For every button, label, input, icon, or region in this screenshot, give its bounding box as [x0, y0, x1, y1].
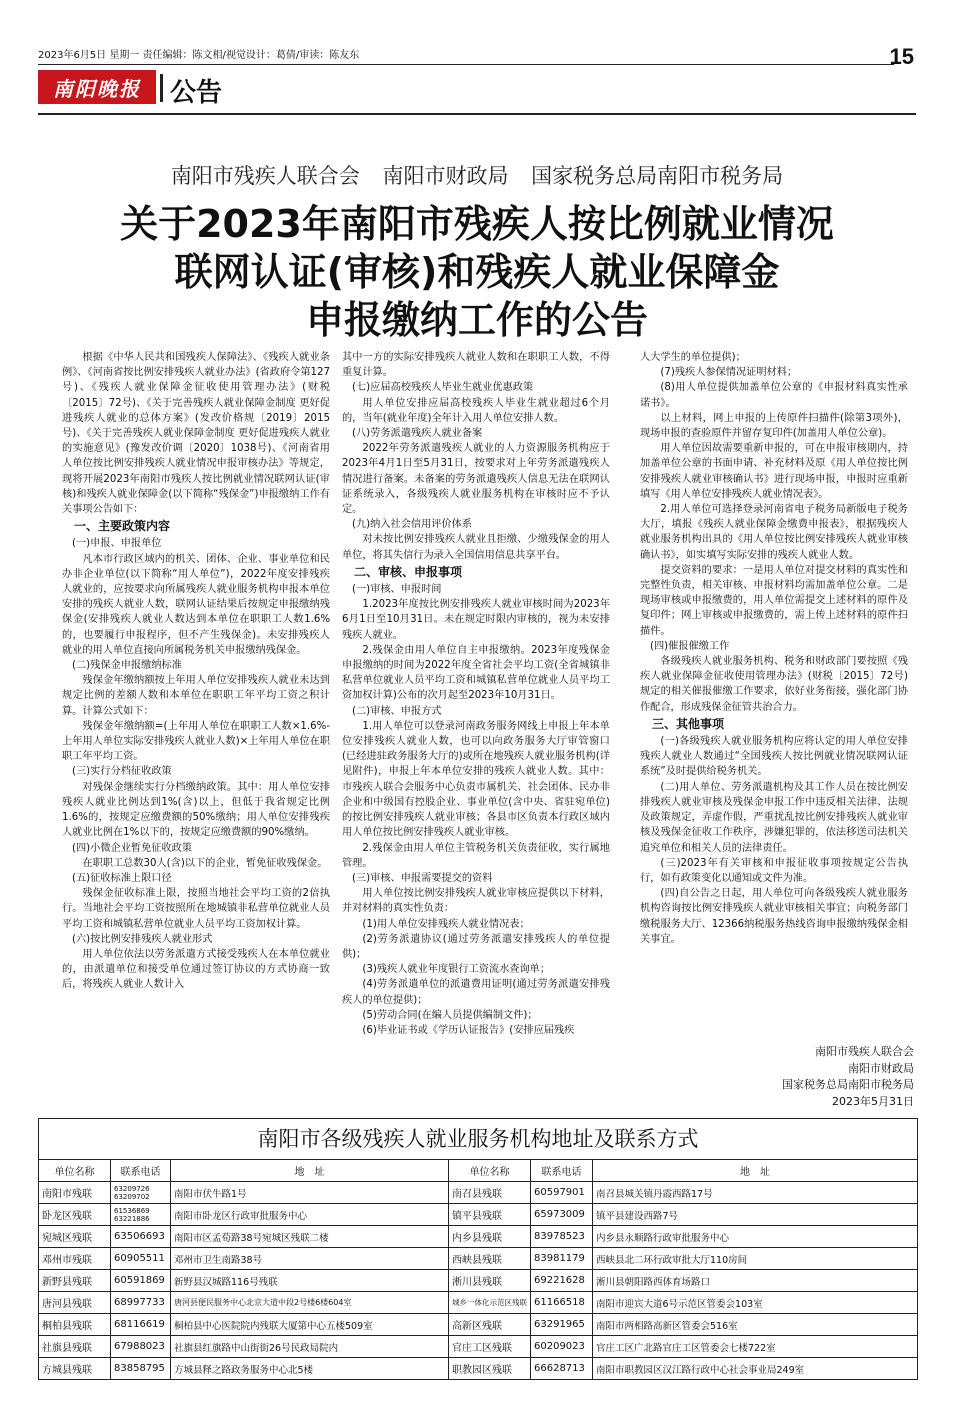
contacts-table-title: 南阳市各级残疾人就业服务机构地址及联系方式 — [38, 1118, 918, 1159]
table-cell: 南阳市职教园区汉江路行政中心社会事业局249室 — [593, 1358, 918, 1380]
table-cell: 邓州市卫生南路38号 — [171, 1248, 449, 1270]
table-cell: 65973009 — [531, 1204, 593, 1226]
table-cell: 城乡一体化示范区残联 — [449, 1292, 531, 1314]
paragraph: 以上材料，网上申报的上传原件扫描件(除第3项外)，现场申报的查验原件并留存复印件(加盖用人单位公章)。 — [640, 412, 908, 440]
article-column-1 — [62, 350, 330, 993]
section-heading: (八)劳务派遣残疾人就业备案 — [352, 428, 483, 440]
table-cell: 60597901 — [531, 1182, 593, 1204]
paragraph: 根据《中华人民共和国残疾人保障法》、《残疾人就业条例》、《河南省按比例安排残疾人就业办法》(省政府令第127号)、《残疾人就业保障金征收使用管理办法》(财税〔2015〕72号)、《关于完善残疾人就业保障金制度 更好促进残疾人就业的总体方案》(发改价格规〔2019〕2015号)、《关于完善残疾人就业保障金制度 更好促进残疾人就业的实施意见》(豫发改价调〔2020〕1038号)、《河南省用人单位按比例安排残疾人就业情况申报审核办法》等规定，现将开展2023年南阳市残疾人按比例就业情况联网认证(审核)和残疾人就业保障金(以下简称“残保金”)申报缴纳工作有关事项公告如下： — [62, 352, 330, 516]
paragraph: 在职职工总数30人(含)以下的企业，暂免征收残保金。 — [82, 857, 328, 869]
table-cell: 职教园区残联 — [449, 1358, 531, 1380]
table-cell: 60591869 — [111, 1270, 171, 1292]
paragraph: (6)毕业证书或《学历认证报告》(安排应届残疾 — [362, 1024, 575, 1036]
table-cell: 桐柏县中心医院院内残联大厦第中心五楼509室 — [171, 1314, 449, 1336]
section-heading: 二、审核、申报事项 — [354, 564, 463, 579]
table-row — [39, 1336, 918, 1358]
table-cell: 社旗县红旗路中山街街26号民政局院内 — [171, 1336, 449, 1358]
column-header: 地 址 — [171, 1160, 449, 1182]
section-heading: (六)按比例安排残疾人就业形式 — [72, 933, 213, 945]
table-cell: 63291965 — [531, 1314, 593, 1336]
signature-block — [782, 1044, 914, 1110]
paragraph: 用人单位依法以劳务派遣方式接受残疾人在本单位就业的，由派遣单位和接受单位通过签订协议的方式协商一致后，将残疾人就业人数计入 — [62, 948, 330, 991]
column-header: 联系电话 — [111, 1160, 171, 1182]
table-cell: 南阳市卧龙区行政审批服务中心 — [171, 1204, 449, 1226]
paragraph: 残保金年缴纳额=(上年用人单位在职职工人数×1.6%-上年用人单位实际安排残疾人就业人数)×上年用人单位在职职工年平均工资。 — [62, 720, 330, 763]
table-cell: 63506693 — [111, 1226, 171, 1248]
paragraph: (4)劳务派遣单位的派遣费用证明(通过劳务派遣安排残疾人的单位提供)； — [342, 979, 610, 1006]
paragraph: (四)自公告之日起，用人单位可向各级残疾人就业服务机构咨询按比例安排残疾人就业审核相关事宜；向税务部门缴税服务大厅、12366纳税服务热线咨询申报缴纳残保金相关事宜。 — [640, 888, 908, 945]
paragraph: (7)残疾人参保情况证明材料； — [660, 367, 798, 379]
paragraph: (8)用人单位提供加盖单位公章的《申报材料真实性承诺书》。 — [640, 382, 908, 409]
paragraph: 提交资料的要求：一是用人单位对提交材料的真实性和完整性负责，相关审核、申报材料均需加盖单位公章。二是现场审核或申报缴费的，用人单位需提交上述材料的原件及复印件；网上审核或申报缴费的，需上传上述材料的原件扫描件。 — [640, 564, 908, 637]
table-cell: 南召县残联 — [449, 1182, 531, 1204]
masthead-info: 2023年6月5日 星期一 责任编辑：陈文相/视觉设计：葛倩/审读：陈友东 — [38, 50, 360, 61]
section-heading: (三)审核、申报需要提交的资料 — [352, 872, 493, 884]
paragraph: 2.残保金由用人单位主管税务机关负责征收，实行属地管理。 — [342, 842, 610, 869]
table-cell: 卧龙区残联 — [39, 1204, 111, 1226]
contacts-table-section — [38, 1118, 918, 1380]
column-header: 联系电话 — [531, 1160, 593, 1182]
signature-line: 南阳市残疾人联合会 — [815, 1045, 914, 1058]
newspaper-logo: 南阳晚报 — [38, 70, 156, 104]
table-cell: 高新区残联 — [449, 1314, 531, 1336]
table-cell: 唐河县残联 — [39, 1292, 111, 1314]
table-cell: 内乡县残联 — [449, 1226, 531, 1248]
table-cell: 69221628 — [531, 1270, 593, 1292]
table-cell: 68116619 — [111, 1314, 171, 1336]
table-cell: 60905511 — [111, 1248, 171, 1270]
table-cell: 新野县残联 — [39, 1270, 111, 1292]
table-cell: 83978523 — [531, 1226, 593, 1248]
paragraph: 用人单位按比例安排残疾人就业审核应提供以下材料，并对材料的真实性负责： — [342, 888, 610, 915]
page-number: 15 — [889, 44, 914, 69]
paragraph: 2.用人单位可选择登录河南省电子税务局新版电子税务大厅，填报《残疾人就业保障金缴费申报表》，根据残疾人就业服务机构出具的《用人单位按比例安排残疾人就业审核确认书》，如实填写实际安排的残疾人就业人数。 — [640, 504, 908, 561]
table-row — [39, 1270, 918, 1292]
paragraph: 用人单位因故需要重新申报的，可在申报审核期内，持加盖单位公章的书面申请、补充材料及原《用人单位按比例安排残疾人就业审核确认书》进行现场申报，申报时应重新填写《用人单位安排残疾人就业情况表》。 — [640, 443, 908, 500]
table-row — [39, 1204, 918, 1226]
table-row — [39, 1358, 918, 1380]
table-row — [39, 1292, 918, 1314]
table-cell: 淅川县朝阳路西体育场路口 — [593, 1270, 918, 1292]
table-cell: 桐柏县残联 — [39, 1314, 111, 1336]
table-cell: 官庄工区残联 — [449, 1336, 531, 1358]
table-cell: 61166518 — [531, 1292, 593, 1314]
paragraph: 1.用人单位可以登录河南政务服务网线上申报上年本单位安排残疾人就业人数，也可以向政务服务大厅审管窗口(已经进驻政务服务大厅的)或所在地残疾人就业服务机构(详见附件)，申报上年本单位安排的残疾人就业人数。其中：市残疾人联合会服务中心负责市属机关、社会团体、民办非企业和中级国有控股企业、事业单位(含中央、省驻宛单位)的按比例安排残疾人就业审核；各县市区负责本行政区域内用人单位按比例安排残疾人就业审核。 — [342, 720, 610, 839]
section-name: 公告 — [170, 78, 223, 108]
section-heading: (九)纳入社会信用评价体系 — [352, 519, 473, 531]
signature-line: 国家税务总局南阳市税务局 — [782, 1078, 914, 1091]
table-cell: 83981179 — [531, 1248, 593, 1270]
paragraph: (一)各级残疾人就业服务机构应将认定的用人单位安排残疾人就业人数通过“全国残疾人按比例就业情况联网认证系统”及时提供给税务机关。 — [640, 736, 908, 778]
paragraph: (5)劳动合同(在编人员提供编制文件)； — [362, 1009, 538, 1021]
section-heading: (三)实行分档征收政策 — [72, 766, 172, 778]
table-cell: 西峡县北二环行政审批大厅110房间 — [593, 1248, 918, 1270]
section-heading: 三、其他事项 — [652, 716, 725, 731]
paragraph: 人大学生的单位提供)； — [640, 352, 746, 363]
table-cell: 宛城区残联 — [39, 1226, 111, 1248]
table-cell: 内乡县永顺路行政审批服务中心 — [593, 1226, 918, 1248]
table-cell: 淅川县残联 — [449, 1270, 531, 1292]
table-cell: 官庄工区广北路官庄工区管委会七楼722室 — [593, 1336, 918, 1358]
section-heading: (二)残保金申报缴纳标准 — [72, 660, 182, 672]
header-rule — [38, 113, 916, 115]
table-cell: 南召县城关镇丹霞西路17号 — [593, 1182, 918, 1204]
table-cell: 邓州市残联 — [39, 1248, 111, 1270]
table-cell: 68997733 — [111, 1292, 171, 1314]
paragraph: (二)用人单位、劳务派遣机构及其工作人员在按比例安排残疾人就业审核及残保金申报工作中违反相关法律、法规及政策规定，弄虚作假，严重扰乱按比例安排残疾人就业审核及残保金征收工作秩序，涉嫌犯罪的，依法移送司法机关追究单位和相关人员的法律责任。 — [640, 781, 908, 854]
signature-line: 南阳市财政局 — [848, 1061, 914, 1075]
paragraph: (2)劳务派遣协议(通过劳务派遣安排残疾人的单位提供)； — [342, 933, 610, 960]
section-heading: (四)小微企业暂免征收政策 — [72, 842, 193, 854]
table-cell: 83858795 — [111, 1358, 171, 1380]
table-cell: 67988023 — [111, 1336, 171, 1358]
top-rule — [38, 64, 894, 65]
table-cell: 新野县汉城路116号残联 — [171, 1270, 449, 1292]
paragraph: 其中一方的实际安排残疾人就业人数和在职职工人数，不得重复计算。 — [342, 352, 610, 379]
article-column-2 — [342, 350, 610, 1038]
table-cell: 61536869 63221886 — [111, 1204, 171, 1226]
table-row — [39, 1226, 918, 1248]
paragraph: 1.2023年度按比例安排残疾人就业审核时间为2023年6月1日至10月31日。未在规定时限内审核的，视为未安排残疾人就业。 — [342, 599, 610, 641]
section-heading: (一)审核、申报时间 — [352, 584, 442, 596]
article-column-3 — [640, 350, 908, 947]
paragraph: (3)残疾人就业年度银行工资流水查询单； — [362, 964, 551, 976]
title-line-3: 申报缴纳工作的公告 — [305, 298, 648, 342]
column-header: 单位名称 — [449, 1160, 531, 1182]
table-cell: 西峡县残联 — [449, 1248, 531, 1270]
column-header: 地 址 — [593, 1160, 918, 1182]
section-heading: (一)申报、申报单位 — [72, 538, 162, 550]
signature-date: 2023年5月31日 — [832, 1094, 914, 1108]
paragraph: 用人单位安排应届高校残疾人毕业生就业超过6个月的，当年(就业年度)全年计入用人单位安排人数。 — [342, 397, 610, 424]
paragraph: 残保金征收标准上限，按照当地社会平均工资的2倍执行。当地社会平均工资按照所在地城镇非私营单位就业人员平均工资和城镇私营单位就业人员平均工资加权计算。 — [62, 888, 330, 930]
table-row — [39, 1182, 918, 1204]
table-cell: 南阳市残联 — [39, 1182, 111, 1204]
section-heading: (五)征收标准上限口径 — [72, 872, 172, 884]
section-divider — [160, 74, 163, 102]
table-cell: 镇平县残联 — [449, 1204, 531, 1226]
table-cell: 唐河县便民服务中心北京大道中段2号楼6楼604室 — [171, 1292, 449, 1314]
paragraph: (1)用人单位安排残疾人就业情况表； — [362, 918, 530, 930]
table-cell: 南阳市伏牛路1号 — [171, 1182, 449, 1204]
table-row — [39, 1248, 918, 1270]
table-cell: 66628713 — [531, 1358, 593, 1380]
title-line-1: 关于2023年南阳市残疾人按比例就业情况 — [120, 202, 834, 246]
section-heading: (七)应届高校残疾人毕业生就业优惠政策 — [352, 382, 534, 394]
table-cell: 社旗县残联 — [39, 1336, 111, 1358]
paragraph: 对未按比例安排残疾人就业且拒缴、少缴残保金的用人单位，将其失信行为录入全国信用信息共享平台。 — [342, 534, 610, 561]
table-cell: 63209726 63209702 — [111, 1182, 171, 1204]
page-title — [40, 200, 914, 344]
table-header-row — [39, 1160, 918, 1182]
table-row — [39, 1314, 918, 1336]
paragraph: 凡本市行政区域内的机关、团体、企业、事业单位和民办非企业单位(以下简称“用人单位”)，2022年度安排残疾人就业的，应按要求向所属残疾人就业服务机构申报本单位安排的残疾人就业人数，联网认证结果后按规定申报缴纳残保金(安排残疾人就业人数达到本单位在职职工人数1.6%的，也要履行申报程序，但不产生残保金)。未安排残疾人就业的用人单位直接向所属税务机关申报缴纳残保金。 — [62, 553, 330, 656]
issuing-agencies: 南阳市残疾人联合会 南阳市财政局 国家税务总局南阳市税务局 — [170, 164, 784, 188]
table-cell: 方城县残联 — [39, 1358, 111, 1380]
section-heading: 一、主要政策内容 — [74, 519, 171, 534]
paragraph: 残保金年缴纳额按上年用人单位安排残疾人就业未达到规定比例的差额人数和本单位在职职工年平均工资之积计算。计算公式如下： — [62, 675, 330, 717]
column-header: 单位名称 — [39, 1160, 111, 1182]
table-cell: 60209023 — [531, 1336, 593, 1358]
paragraph: 对残保金继续实行分档缴纳政策。其中：用人单位安排残疾人就业比例达到1%(含)以上，但低于我省规定比例1.6%的，按规定应缴费额的50%缴纳；用人单位安排残疾人就业比例在1%以下的，按规定应缴费额的90%缴纳。 — [62, 781, 330, 839]
table-cell: 镇平县建设西路7号 — [593, 1204, 918, 1226]
table-cell: 南阳市区孟荀路38号宛城区残联二楼 — [171, 1226, 449, 1248]
table-cell: 南阳市迎宾大道6号示范区管委会103室 — [593, 1292, 918, 1314]
paragraph: 2022年劳务派遣残疾人就业的人力资源服务机构应于2023年4月1日至5月31日，按要求对上年劳务派遣残疾人情况进行备案。未备案的劳务派遣残疾人信息无法在联网认证系统录入，各级残疾人就业服务机构在审核时应不予认定。 — [342, 443, 610, 516]
paragraph: 2.残保金由用人单位自主申报缴纳。2023年度残保金申报缴纳的时间为2022年度全省社会平均工资(全省城镇非私营单位就业人员平均工资和城镇私营单位就业人员平均工资加权计算)公布的次月起至2023年10月31日。 — [342, 644, 610, 702]
table-cell: 南阳市两相路高新区管委会516室 — [593, 1314, 918, 1336]
contacts-table — [38, 1159, 918, 1380]
title-line-2: 联网认证(审核)和残疾人就业保障金 — [174, 250, 780, 294]
section-heading: (四)催报催缴工作 — [650, 640, 730, 652]
table-cell: 方城县释之路政务服务中心北5楼 — [171, 1358, 449, 1380]
paragraph: (三)2023年有关审核和申报征收事项按规定公告执行，如有政策变化以通知或文件为准。 — [640, 857, 908, 884]
paragraph: 各级残疾人就业服务机构、税务和财政部门要按照《残疾人就业保障金征收使用管理办法》(财税〔2015〕72号)规定的相关催报催缴工作要求，依好业务衔接，强化部门协作配合，形成残保金征管共治合力。 — [640, 656, 908, 713]
section-heading: (二)审核、申报方式 — [352, 705, 442, 717]
